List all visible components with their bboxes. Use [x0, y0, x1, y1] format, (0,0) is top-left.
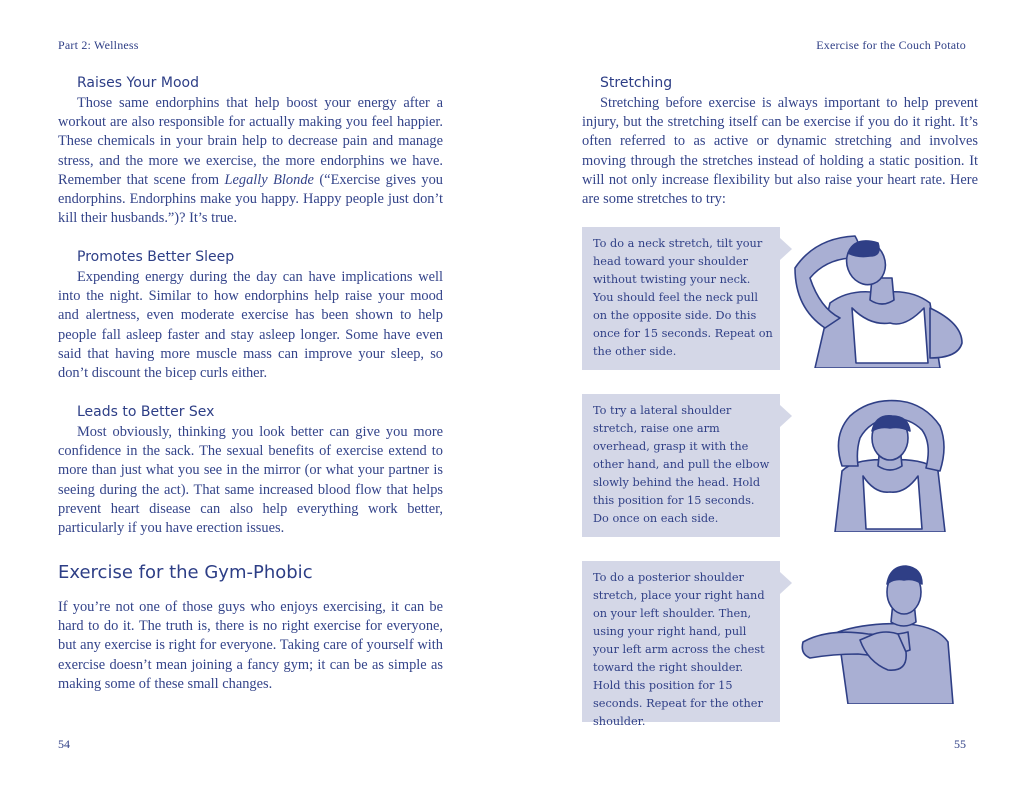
callout-lateral-shoulder-stretch	[582, 394, 780, 537]
running-head-right: Exercise for the Couch Potato	[816, 38, 966, 52]
callout-text-lateral: To try a lateral shoulder stretch, raise one arm overhead, grasp it with the other hand, and pull the elbow slowly behind the head. Hold this position for 15 seconds. Do once on each side.	[593, 404, 770, 525]
running-head-left: Part 2: Wellness	[58, 38, 139, 52]
subheading-better-sleep: Promotes Better Sleep	[77, 249, 235, 265]
callout-text-neck: To do a neck stretch, tilt your head toward your shoulder without twisting your neck. You should feel the neck pull on the opposite side. Do this once for 15 seconds. Repeat on the other side.	[593, 237, 773, 358]
paragraph-gym-phobic: If you’re not one of those guys who enjoys exercising, it can be hard to do it. The truth is, there is no right exercise for everyone, but any exercise is right for everyone. Taking care of yourself with exercise doesn’t mean joining a fancy gym; it can be as simple as making some of these small changes.	[58, 599, 443, 692]
callout-text-posterior: To do a posterior shoulder stretch, place your right hand on your left shoulder. Then, using your right hand, pull your left arm across the chest toward the right shoulder. Hold this position for 15 seconds. Repeat for the other shoulder.	[593, 571, 765, 728]
subheading-stretching: Stretching	[600, 75, 673, 91]
callout-neck-stretch	[582, 227, 780, 370]
lateral-shoulder-stretch-illustration	[830, 396, 950, 532]
subheading-better-sex: Leads to Better Sex	[77, 404, 215, 420]
section-title-gym-phobic: Exercise for the Gym-Phobic	[58, 562, 313, 583]
callout-posterior-shoulder-stretch	[582, 561, 780, 728]
paragraph-raises-mood: Those same endorphins that help boost your energy after a workout are also responsible for actually making you feel happier. These chemicals in your brain help to decrease pain and manage stress, and the more we exercise, the more endorphins we have. Remember that scene from Legally Blonde (“Exercise gives you endorphins. Endorphins make you happy. Happy people just don’t kill their husbands.”)? It’s true.	[58, 95, 443, 227]
neck-stretch-illustration	[790, 228, 970, 368]
paragraph-stretching-intro: Stretching before exercise is always important to help prevent injury, but the stretching itself can be exercise if you do it right. It’s often referred to as active or dynamic stretching and involves moving through the stretches instead of holding a static position. It will not only increase flexibility but also raise your heart rate. Here are some stretches to try:	[582, 95, 978, 208]
subheading-raises-mood: Raises Your Mood	[77, 75, 199, 91]
page-number-right: 55	[954, 737, 966, 751]
posterior-shoulder-stretch-illustration	[798, 562, 964, 704]
page-number-left: 54	[58, 737, 70, 751]
paragraph-better-sex: Most obviously, thinking you look better can give you more confidence in the sack. The sexual benefits of exercise extend to more than just what you see in the mirror (or what your partner is seeing during the act). That same increased blood flow that helps prevent heart disease can also help everything work better, particularly if you have erection issues.	[58, 424, 443, 537]
movie-title: Legally Blonde	[224, 171, 314, 188]
paragraph-better-sleep: Expending energy during the day can have implications well into the night. Similar to how endorphins help raise your mood and alertness, even moderate exercise has been shown to help people fall asleep faster and stay asleep longer. Some have even said that having more muscle mass can improve your sleep, so don’t discount the bicep curls either.	[58, 269, 443, 382]
